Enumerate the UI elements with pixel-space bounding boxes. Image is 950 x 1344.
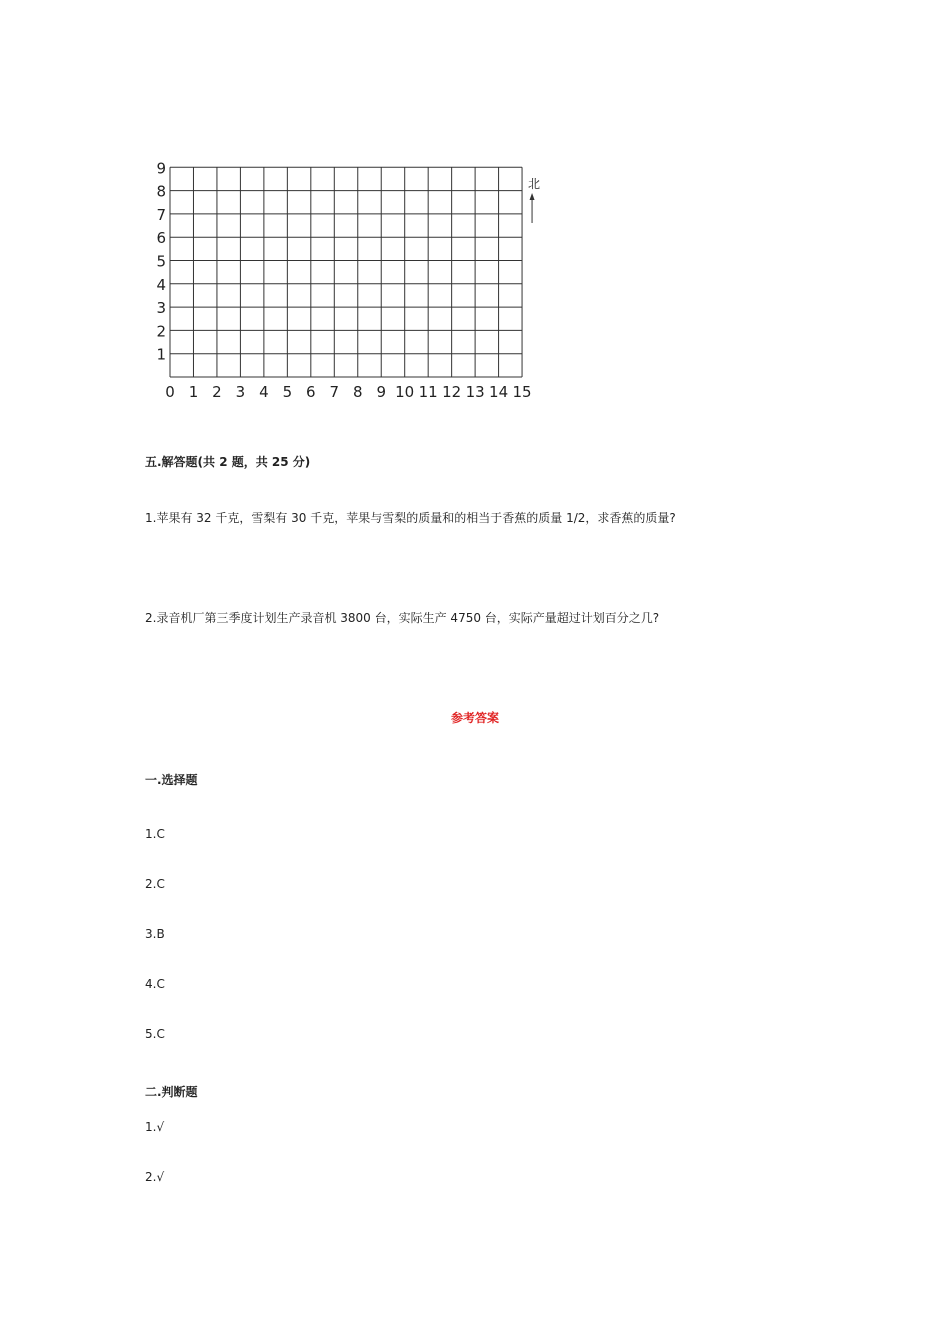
x-tick-label: 11 (418, 383, 438, 401)
question-1: 1.苹果有 32 千克，雪梨有 30 千克，苹果与雪梨的质量和的相当于香蕉的质量 1/2，求香蕉的质量? (145, 511, 676, 525)
y-tick-label: 3 (156, 299, 166, 318)
choice-answer-4: 4.C (145, 977, 165, 991)
y-tick-label: 5 (156, 252, 166, 271)
x-tick-label: 14 (489, 383, 509, 401)
x-tick-label: 15 (512, 383, 532, 401)
x-tick-label: 10 (395, 383, 415, 401)
x-tick-label: 5 (282, 383, 293, 401)
choice-section-heading: 一.选择题 (145, 773, 198, 787)
x-tick-label: 12 (442, 383, 462, 401)
y-tick-label: 1 (156, 345, 166, 364)
y-tick-label: 4 (156, 275, 166, 294)
north-arrow-icon (530, 193, 535, 200)
choice-answer-3: 3.B (145, 927, 165, 941)
choice-answer-5: 5.C (145, 1027, 165, 1041)
x-tick-label: 2 (212, 383, 222, 401)
coordinate-grid (150, 150, 550, 410)
question-2: 2.录音机厂第三季度计划生产录音机 3800 台，实际生产 4750 台，实际产量超过计划百分之几? (145, 611, 660, 625)
x-tick-label: 8 (352, 383, 363, 401)
x-tick-label: 1 (188, 383, 199, 401)
x-tick-label: 9 (376, 383, 387, 401)
y-tick-label: 7 (156, 205, 166, 224)
section-five-heading: 五.解答题(共 2 题，共 25 分) (145, 455, 311, 469)
choice-answer-1: 1.C (145, 827, 165, 841)
x-tick-label: 7 (329, 383, 340, 401)
y-tick-label: 9 (156, 159, 166, 178)
judge-answer-1: 1.√ (145, 1120, 165, 1134)
choice-answer-2: 2.C (145, 877, 165, 891)
judge-answer-2: 2.√ (145, 1170, 165, 1184)
answer-key-title: 参考答案 (450, 711, 499, 725)
x-tick-label: 6 (306, 383, 316, 401)
x-tick-label: 0 (165, 383, 175, 401)
y-tick-label: 2 (156, 322, 166, 341)
judge-section-heading: 二.判断题 (145, 1085, 198, 1099)
x-tick-label: 13 (465, 383, 485, 401)
y-tick-label: 6 (156, 229, 166, 248)
x-tick-label: 4 (259, 383, 269, 401)
y-tick-label: 8 (156, 182, 166, 201)
x-tick-label: 3 (235, 383, 246, 401)
north-label: 北 (528, 177, 541, 191)
